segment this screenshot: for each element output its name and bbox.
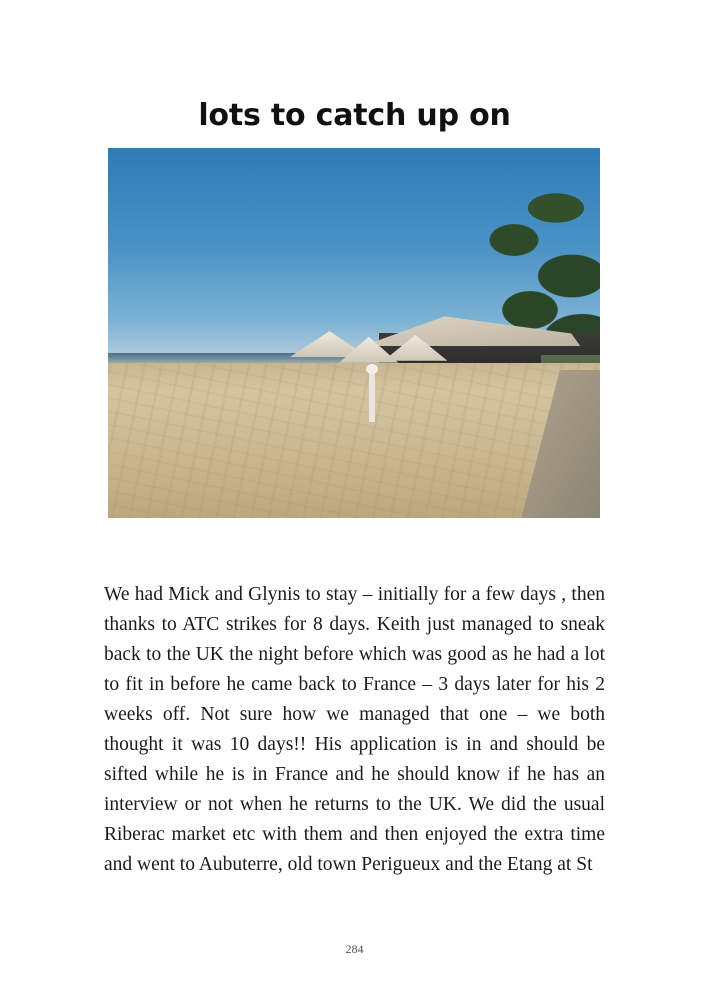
white-post — [369, 370, 375, 422]
white-post-cap — [366, 364, 378, 374]
sand-texture — [108, 363, 600, 518]
page-number: 284 — [345, 942, 364, 956]
body-paragraph: We had Mick and Glynis to stay – initially for a few days , then thanks to ATC strikes for 8 days. Keith just managed to sneak back to the UK the night before which was good as he had a lot to fit in before he came back to France – 3 days later for his 2 weeks off. Not sure how we managed that one – we both thought it was 10 days!! His application is in and should be sifted while he is in France and he should know if he has an interview or not when he returns to the UK. We did the usual Riberac market etc with them and then enjoyed the extra time and went to Aubuterre, old town Perigueux and the Etang at St — [104, 583, 605, 875]
page-title: lots to catch up on — [198, 98, 511, 134]
beach-bar-photo — [108, 148, 600, 518]
